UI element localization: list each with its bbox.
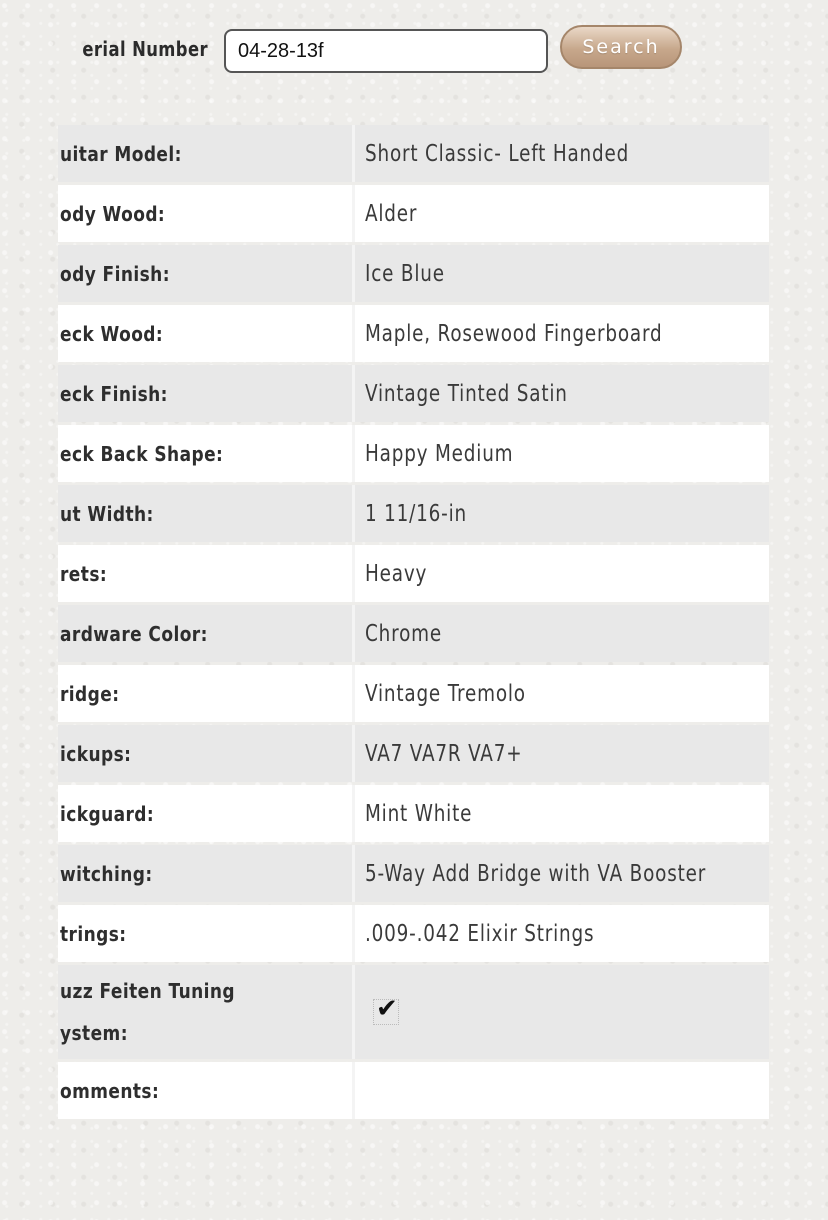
row-value: Happy Medium [355, 425, 769, 482]
row-value: Vintage Tremolo [355, 665, 769, 722]
row-label: ardware Color: [58, 605, 355, 662]
row-label: ut Width: [58, 485, 355, 542]
row-value [355, 965, 769, 1059]
row-value: Alder [355, 185, 769, 242]
table-row-comments [58, 1062, 769, 1119]
row-label: eck Finish: [58, 365, 355, 422]
row-label: ridge: [58, 665, 355, 722]
serial-search-bar [0, 24, 828, 76]
table-row-strings [58, 905, 769, 962]
table-row-body-wood [58, 185, 769, 242]
row-label: trings: [58, 905, 355, 962]
row-value: .009-.042 Elixir Strings [355, 905, 769, 962]
table-row-guitar-model [58, 125, 769, 182]
row-label: ody Finish: [58, 245, 355, 302]
serial-number-label: erial Number [82, 37, 208, 61]
row-value: Heavy [355, 545, 769, 602]
table-row-hardware-color [58, 605, 769, 662]
check-icon: ✔ [376, 994, 399, 1025]
row-value [355, 1062, 769, 1119]
table-row-pickguard [58, 785, 769, 842]
row-label: rets: [58, 545, 355, 602]
table-row-bridge [58, 665, 769, 722]
row-label: eck Wood: [58, 305, 355, 362]
table-row-pickups [58, 725, 769, 782]
table-row-neck-back-shape [58, 425, 769, 482]
table-row-body-finish [58, 245, 769, 302]
row-label: uitar Model: [58, 125, 355, 182]
table-row-switching [58, 845, 769, 902]
table-row-neck-wood [58, 305, 769, 362]
row-label: omments: [58, 1062, 355, 1119]
row-label: ickguard: [58, 785, 355, 842]
row-label: ody Wood: [58, 185, 355, 242]
row-value: Short Classic- Left Handed [355, 125, 769, 182]
row-value: Vintage Tinted Satin [355, 365, 769, 422]
row-value: Mint White [355, 785, 769, 842]
table-row-buzz-feiten [58, 965, 769, 1059]
row-value: 1 11/16-in [355, 485, 769, 542]
row-value: Maple, Rosewood Fingerboard [355, 305, 769, 362]
guitar-specs-table [58, 122, 769, 1122]
table-row-nut-width [58, 485, 769, 542]
table-row-frets [58, 545, 769, 602]
buzz-feiten-checkbox [373, 994, 399, 1025]
table-row-neck-finish [58, 365, 769, 422]
search-button[interactable]: Search [560, 25, 682, 69]
row-label: witching: [58, 845, 355, 902]
row-value: Chrome [355, 605, 769, 662]
serial-number-input[interactable] [224, 29, 548, 73]
row-label: uzz Feiten Tuning ystem: [58, 965, 355, 1059]
row-label: eck Back Shape: [58, 425, 355, 482]
row-value: VA7 VA7R VA7+ [355, 725, 769, 782]
row-value: Ice Blue [355, 245, 769, 302]
row-value: 5-Way Add Bridge with VA Booster [355, 845, 769, 902]
row-label: ickups: [58, 725, 355, 782]
